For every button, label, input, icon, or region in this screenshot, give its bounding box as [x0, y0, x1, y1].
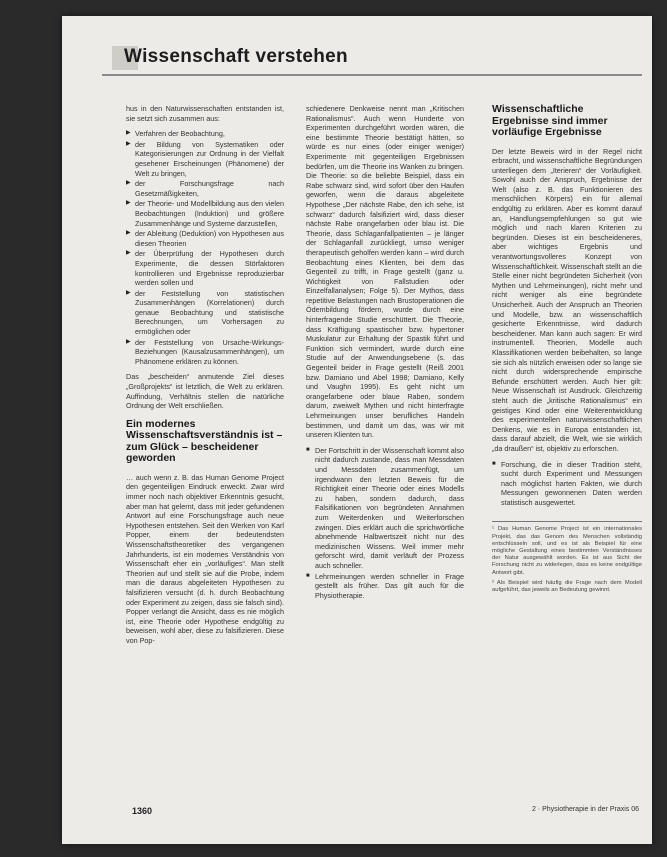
footnote: ¹ Das Human Genome Project ist ein internationales Projekt, das das Genom des Menschen vollständig entschlüsseln soll, und es ist als Beispiel für eine mögliche Gestaltung eines bestimmten Verständnisses der Natur ausgewählt worden. Es ist aus Sicht der Forschung nicht zu widerlegen, dass es keine endgültige Antwort gibt. — [492, 526, 642, 576]
list-item: ■ Forschung, die in dieser Tradition steht, sucht durch Experiment und Messungen nach möglichst harten Fakten, wie durch Messungen gewonnenen Daten werden statistisch ausgewertet. — [492, 460, 642, 508]
key-points-list — [306, 446, 464, 601]
section-heading: Wissenschaftliche Ergebnisse sind immer vorläufige Ergebnisse — [492, 103, 608, 138]
list-item: ▶ der Bildung von Systematiken oder Kategorisierungen zur Ordnung in der Vielfalt gesehener Erscheinungen (Phänomene) der Welt zu bringen, — [126, 140, 284, 178]
list-item: ▶ der Feststellung von Ursache-Wirkungs-Beziehungen (Kausalzusammenhängen), um Phänomene erklären zu können. — [126, 338, 284, 367]
column-left — [126, 104, 284, 652]
journal-reference: 2 · Physiotherapie in der Praxis 06 — [532, 806, 639, 813]
book-page — [62, 16, 652, 844]
header-rule — [102, 74, 642, 76]
method-list — [126, 129, 284, 366]
list-item: ■ Lehrmeinungen werden schneller in Frage gestellt als früher. Das gilt auch für die Physiotherapie. — [306, 572, 464, 601]
list-item: ▶ Verfahren der Beobachtung, — [126, 129, 284, 139]
footnote: ² Als Beispiel wird häufig die Frage nach dem Modell aufgeführt, das jeweils an Bedeutung gewinnt. — [492, 579, 642, 594]
list-item: ▶ der Theorie- und Modellbildung aus den vielen Beobachtungen (Induktion) und größere Zusammenhänge und Systeme darzustellen, — [126, 199, 284, 228]
section-heading: Ein modernes Wissenschaftsverständnis ist – zum Glück – bescheidener geworden — [126, 417, 283, 465]
intro-paragraph: hus in den Naturwissenschaften entstanden ist, sie setzt sich zusammen aus: — [126, 104, 284, 123]
list-item: ▶ der Überprüfung der Hypothesen durch Experimente, die dessen Störfaktoren kontrollieren und Ergebnisse reproduzierbar werden sollen und — [126, 249, 284, 287]
list-item: ▶ der Feststellung von statistischen Zusammenhängen (Korrelationen) durch genaue Beobachtung und statistische Berechnungen, um Vorhersagen zu ermöglichen oder — [126, 289, 284, 337]
footnotes — [492, 521, 642, 594]
body-paragraph: … auch wenn z. B. das Human Genome Project den gegenteiligen Eindruck erweckt. Zwar wird immer noch nach objektiver Erkenntnis gesucht, aber man hat gelernt, dass mit jeder gefundenen Antwort auf eine Forschungsfrage auch neue Hypothesen entstehen. Seit den Werken von Karl Popper, einem der bedeutendsten Wissenschaftstheoretiker des vergangenen Jahrhunderts, ist ein modernes Verständnis von Wissenschaft eher ein „vorläufiges“. Man stellt Theorien auf und stellt sie auf die Probe, indem man die daraus abgeleiteten Hypothesen zu falsifizieren versucht (d. h. durch Beobachtung oder Experiment zu zeigen, dass sie falsch sind). Popper verlangt die Ansicht, dass es nie möglich ist, eine Theorie oder Hypothese endgültig zu beweisen, wohl aber, diese zu falsifizieren. Diese von Pop- — [126, 472, 284, 645]
list-item: ▶ der Ableitung (Deduktion) von Hypothesen aus diesen Theorien — [126, 229, 284, 248]
chapter-title: Wissenschaft verstehen — [124, 46, 348, 67]
body-paragraph: Das „bescheiden“ anmutende Ziel dieses „Großprojekts“ ist letztlich, die Welt zu erklären. Auffindung, Verhältnis stellen die natürliche Ordnung der Welt erschließen. — [126, 372, 284, 411]
page-number: 1360 — [132, 806, 153, 816]
chapter-header — [102, 44, 642, 78]
key-points-list — [492, 460, 642, 508]
column-right — [492, 104, 642, 597]
list-item: ▶ der Forschungsfrage nach Gesetzmäßigkeiten, — [126, 179, 284, 198]
body-paragraph: Der letzte Beweis wird in der Regel nicht erbracht, und wissenschaftliche Begründungen unterliegen dem „Iterieren“ der Vorläufigkeit. Sowohl auch der Anspruch, Ergebnisse der Welt (also z. B. das Funktionieren des menschlichen Körpers) ein für allemal endgültig zu erklären. Aber es kommt darauf an, Handlungsempfehlungen so gut wie möglich und nach klaren Kriterien zu begründen. Dieses ist ein bescheideneres, aber wichtiges Ergebnis und verantwortungsvolleres Konzept von Wissenschaftlichkeit. Wissenschaft stellt an die Stelle einer nicht begründeten Sicherheit (von Mythen und Lehrmeinungen), nicht mehr und nicht weniger als eine begründete Unsicherheit. Auch der Anspruch an Theorien und Modelle, bzw. an wissenschaftlich gesicherte Erkenntnisse, wird dadurch bescheidener. Man kann auch sagen: Er wird instrumentell. Theorien, Modelle auch Klassifikationen werden beibehalten, so lange sie sich als nützlich erweisen oder so lange sie nicht durch widersprechende empirische Befunde erschüttert werden. Auch hier gilt: Neue Wissenschaft ist Ausdruck. Gleichzeitig steht auch die „kritische Rationalismus“ ein geistiges Kind oder eine Weiterentwicklung des experimentellen naturwissenschaftlichen Denkens, wie es in Europa entstanden ist, dass darauf abzielt, die Welt, wie sie wirklich „da draußen“ ist, objektiv zu erforschen. — [492, 146, 642, 453]
column-middle — [306, 104, 464, 606]
list-item: ■ Der Fortschritt in der Wissenschaft kommt also nicht dadurch zustande, dass man Messdaten und Messdaten zusammenfügt, um irgendwann den letzten Beweis für die Richtigkeit einer Theorie oder eines Modells zu haben, sondern dadurch, dass Falsifikationen von begründeten Annahmen zum Weiterdenken und Weiterforschen zwingen. Dies erklärt auch die sprichwörtliche abnehmende Halbwertszeit nicht nur des medizinischen Wissens. Weil immer mehr geforscht wird, damit verläuft der Prozess auch schneller. — [306, 446, 464, 571]
body-paragraph: schiedenere Denkweise nennt man „Kritischen Rationalismus“. Auch wenn Hunderte von Experimenten durchgeführt worden wären, die eine bestimmte Theorie bestätigt hätten, so würde es nur eines (oder einiger weniger) Experimente mit gegenteiligen Ergebnissen bedürfen, um die Theorie ins Wanken zu bringen. Die Theorie: so die beliebte Beispiel, dass ein Rabe schwarz sind, wird sofort über den Haufen geworfen, wenn die daraus abgeleitete Hypothese „Der nächste Rabe, den ich sehe, ist schwarz“ dadurch falsifiziert wird, dass dieser nächste Rabe orangefarben oder blau ist. Die Theorie, dass Schlaganfallpatienten – je länger der Schlaganfall zurückliegt, umso weniger therapeutisch geholfen werden kann – wird durch Beobachtung eines Klienten, bei dem das Gegenteil zu trifft, in Frage gestellt (ganz u. Wichtigkeit von Fallstudien oder Einzelfallanalysen; Folge 5). Der Mythos, dass repetitive Belastungen nach Brustoperationen die Ödembildung fördern, wurde durch eine hinterfragende Studie erschüttert. Die Theorie, dass Kräftigung spastischer bzw. hypertoner Muskulatur zur Erhaltung der Spastik führt und Funktion sich vermindert, wurde durch eine Studie auf der Anwendungsebene (s. das Gegenteil beider in Frage gestellt (Reiß 2001 bzw. Damiano und Abel 1998; Damiano, Kelly und Vaughn 1995). Es geht nicht um orangefarbene oder blaue Raben, sondern darum, zweiwelt Mythen und nicht hinterfragte Lehrmeinungen unser berufliches Handeln bestimmen, und damit um das, was wir mit unseren Klienten tun. — [306, 104, 464, 440]
